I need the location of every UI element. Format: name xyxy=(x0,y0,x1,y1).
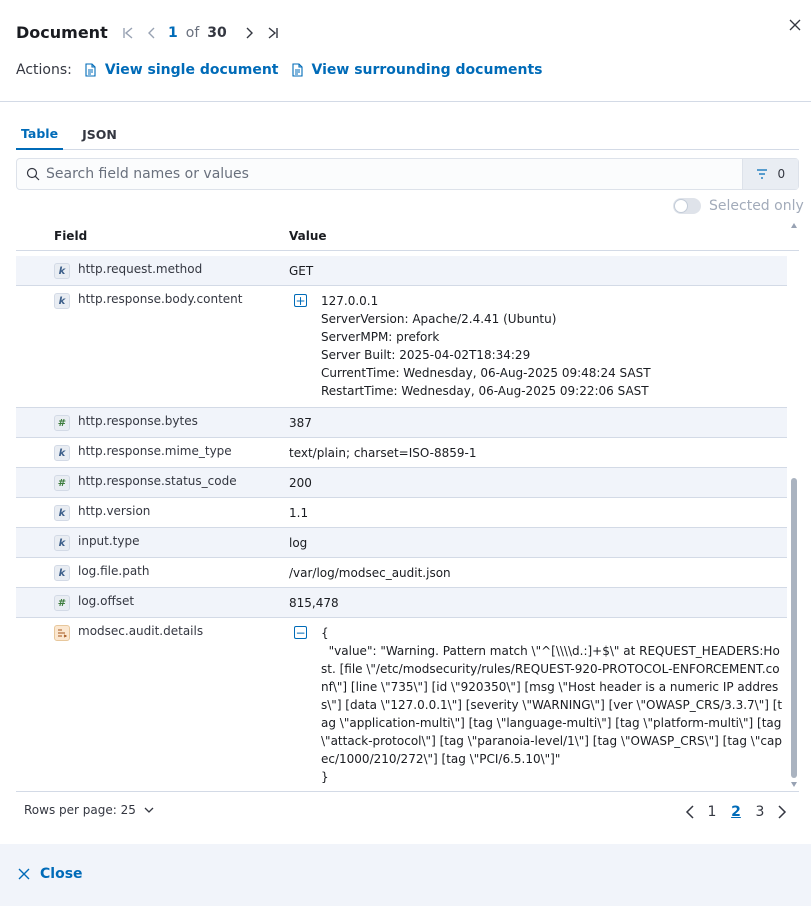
close-button[interactable] xyxy=(18,866,83,882)
table-pagination xyxy=(680,800,792,824)
value-line: CurrentTime: Wednesday, 06-Aug-2025 09:48:24 SAST xyxy=(321,366,651,380)
filter-icon xyxy=(756,169,768,179)
field-name: http.response.body.content xyxy=(78,292,243,306)
value-line: { xyxy=(321,626,329,640)
field-value: 815,478 xyxy=(289,596,339,610)
field-value xyxy=(321,292,651,400)
keyword-type-icon: k xyxy=(54,293,70,309)
object-field-icon xyxy=(54,625,70,641)
view-tabs xyxy=(16,118,799,150)
field-name: http.response.mime_type xyxy=(78,444,232,458)
rows-per-page-label: Rows per page: 25 xyxy=(24,803,136,817)
selected-only-label: Selected only xyxy=(709,198,804,214)
field-value: /var/log/modsec_audit.json xyxy=(289,566,451,580)
selected-only-toggle[interactable] xyxy=(673,196,804,216)
view-surrounding-documents-link[interactable] xyxy=(291,62,543,78)
value-line: 127.0.0.1 xyxy=(321,294,379,308)
view-single-document-label: View single document xyxy=(104,62,279,78)
field-value: log xyxy=(289,536,308,550)
table-scrollbar[interactable] xyxy=(789,220,799,792)
table-row xyxy=(16,468,787,498)
field-value: text/plain; charset=ISO-8859-1 xyxy=(289,446,477,460)
document-icon xyxy=(84,63,97,77)
keyword-type-icon: k xyxy=(54,535,70,551)
table-row xyxy=(16,618,787,790)
scrollbar-thumb[interactable] xyxy=(791,478,797,778)
number-type-icon: # xyxy=(54,475,70,491)
field-value xyxy=(321,624,786,786)
table-row xyxy=(16,588,787,618)
tab-json[interactable]: JSON xyxy=(82,126,117,142)
table-row xyxy=(16,256,787,286)
table-row xyxy=(16,558,787,588)
document-fields-table xyxy=(16,220,799,792)
value-line: } xyxy=(321,770,329,784)
prev-icon[interactable] xyxy=(140,22,164,44)
page-2-button[interactable]: 2 xyxy=(731,804,741,820)
expand-icon[interactable]: + xyxy=(295,293,306,308)
field-name: log.offset xyxy=(78,594,135,608)
table-body xyxy=(16,256,787,790)
field-name: http.response.status_code xyxy=(78,474,237,488)
scroll-down-icon[interactable] xyxy=(791,782,797,787)
document-icon xyxy=(291,63,304,77)
value-line: ServerVersion: Apache/2.4.41 (Ubuntu) xyxy=(321,312,557,326)
view-single-document-link[interactable] xyxy=(84,62,279,78)
table-row xyxy=(16,498,787,528)
flyout-header xyxy=(0,0,811,102)
page-3-button[interactable]: 3 xyxy=(755,804,765,820)
field-name: log.file.path xyxy=(78,564,150,578)
total-documents: 30 xyxy=(207,25,227,41)
value-line: "value": "Warning. Pattern match \"^[\\\\d.:]+$\" at REQUEST_HEADERS:Host. [file \"/etc/modsecurity/rules/REQUEST-920-PROTOCOL-ENFORCEMENT.conf\"] [line \"735\"] [id \"920350\"] [msg \"Host header is a numeric IP address\"] [data \"127.0.0.1\"] [severity \"WARNING\"] [ver \"OWASP_CRS/3.3.7\"] [tag \"application-multi\"] [tag \"language-multi\"] [tag \"platform-multi\"] [tag \"attack-protocol\"] [tag \"paranoia-level/1\"] [tag \"OWASP_CRS\"] [tag \"capec/1000/210/272\"] [tag \"PCI/6.5.10\"]" xyxy=(321,644,786,766)
next-page-icon[interactable] xyxy=(772,805,792,819)
prev-page-icon[interactable] xyxy=(680,805,700,819)
value-line: RestartTime: Wednesday, 06-Aug-2025 09:22:06 SAST xyxy=(321,384,649,398)
search-icon xyxy=(26,167,40,181)
keyword-type-icon: k xyxy=(54,263,70,279)
table-row xyxy=(16,528,787,558)
view-surrounding-documents-label: View surrounding documents xyxy=(311,62,543,78)
tab-table[interactable]: Table xyxy=(16,118,63,150)
table-row xyxy=(16,438,787,468)
keyword-type-icon: k xyxy=(54,445,70,461)
field-name: http.request.method xyxy=(78,262,203,276)
field-name: input.type xyxy=(78,534,140,548)
actions-bar xyxy=(16,60,555,80)
next-icon[interactable] xyxy=(237,22,261,44)
first-page-icon[interactable] xyxy=(116,22,140,44)
filter-button[interactable] xyxy=(742,159,798,189)
pager-of-label: of xyxy=(185,25,200,41)
search-input[interactable] xyxy=(46,166,742,182)
number-type-icon: # xyxy=(54,595,70,611)
value-line: ServerMPM: prefork xyxy=(321,330,440,344)
toggle-switch[interactable] xyxy=(673,198,701,214)
table-header xyxy=(16,220,799,251)
field-value: 1.1 xyxy=(289,506,309,520)
collapse-icon[interactable]: − xyxy=(295,625,306,640)
rows-per-page-button[interactable] xyxy=(24,803,154,817)
document-pager xyxy=(116,22,285,44)
column-header-field: Field xyxy=(54,229,88,243)
actions-label: Actions: xyxy=(16,62,72,78)
flyout-footer xyxy=(0,844,811,906)
chevron-down-icon xyxy=(144,805,154,815)
field-value: GET xyxy=(289,264,314,278)
close-icon xyxy=(18,868,30,880)
field-value: 387 xyxy=(289,416,312,430)
column-header-value: Value xyxy=(289,229,327,243)
close-label: Close xyxy=(40,866,83,882)
value-line: Server Built: 2025-04-02T18:34:29 xyxy=(321,348,531,362)
last-page-icon[interactable] xyxy=(261,22,285,44)
number-type-icon: # xyxy=(54,415,70,431)
field-search xyxy=(16,158,799,190)
table-row xyxy=(16,408,787,438)
current-document-number: 1 xyxy=(168,25,178,41)
filter-count: 0 xyxy=(777,167,786,181)
field-name: http.response.bytes xyxy=(78,414,198,428)
field-name: http.version xyxy=(78,504,151,518)
keyword-type-icon: k xyxy=(54,505,70,521)
scroll-up-icon[interactable] xyxy=(791,223,797,228)
page-title: Document xyxy=(16,23,108,42)
page-1-button[interactable]: 1 xyxy=(707,804,717,820)
field-value: 200 xyxy=(289,476,312,490)
field-name: modsec.audit.details xyxy=(78,624,204,638)
table-row xyxy=(16,286,787,408)
close-icon[interactable] xyxy=(786,16,804,34)
keyword-type-icon: k xyxy=(54,565,70,581)
